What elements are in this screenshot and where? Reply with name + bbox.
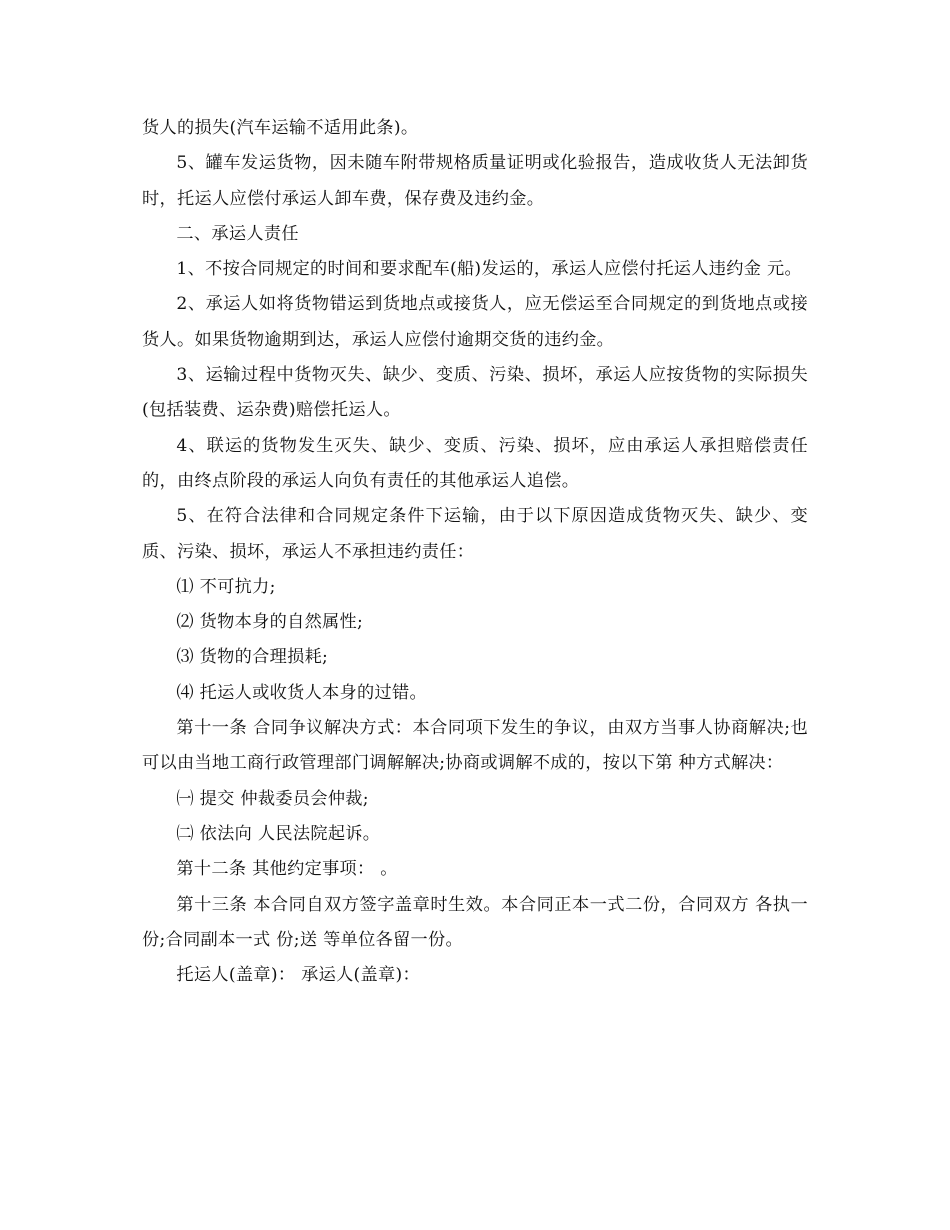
signature-line: 托运人(盖章)： 承运人(盖章)： (176, 965, 421, 986)
list-item-party-fault: ⑷ 托运人或收货人本身的过错。 (176, 682, 427, 703)
section-heading-carrier-liability: 二、承运人责任 (176, 223, 299, 244)
paragraph-shipper-loss-continued: 货人的损失(汽车运输不适用此条)。 (142, 118, 419, 138)
paragraph-tank-car-clause: 5、罐车发运货物，因未随车附带规格质量证明或化验报告，造成收货人无法卸货时，托运人应偿付承运人卸车费，保存费及违约金。 (142, 153, 808, 209)
list-item-reasonable-loss: ⑶ 货物的合理损耗; (176, 647, 329, 668)
paragraph-carrier-clause-2: 2、承运人如将货物错运到货地点或接货人，应无偿运至合同规定的到货地点或接货人。如果货物逾期到达，承运人应偿付逾期交货的违约金。 (142, 294, 808, 350)
paragraph-carrier-clause-1: 1、不按合同规定的时间和要求配车(船)发运的，承运人应偿付托运人违约金 元。 (176, 259, 802, 280)
list-item-court: ㈡ 依法向 人民法院起诉。 (176, 823, 381, 844)
paragraph-article-11-dispute: 第十一条 合同争议解决方式：本合同项下发生的争议，由双方当事人协商解决;也可以由当地工商行政管理部门调解解决;协商或调解不成的，按以下第 种方式解决： (142, 718, 808, 774)
list-item-natural-property: ⑵ 货物本身的自然属性; (176, 612, 364, 633)
paragraph-carrier-clause-3: 3、运输过程中货物灭失、缺少、变质、污染、损坏，承运人应按货物的实际损失(包括装费、运杂费)赔偿托运人。 (142, 365, 808, 421)
paragraph-article-12-other: 第十二条 其他约定事项： 。 (176, 859, 398, 880)
paragraph-article-13-effect: 第十三条 本合同自双方签字盖章时生效。本合同正本一式二份，合同双方 各执一份;合同副本一式 份;送 等单位各留一份。 (142, 894, 808, 950)
paragraph-carrier-clause-4: 4、联运的货物发生灭失、缺少、变质、污染、损坏，应由承运人承担赔偿责任的，由终点阶段的承运人向负有责任的其他承运人追偿。 (142, 435, 808, 491)
list-item-force-majeure: ⑴ 不可抗力; (176, 576, 276, 597)
list-item-arbitration: ㈠ 提交 仲裁委员会仲裁; (176, 788, 369, 809)
document-page (142, 111, 808, 993)
paragraph-carrier-clause-5: 5、在符合法律和合同规定条件下运输，由于以下原因造成货物灭失、缺少、变质、污染、损坏，承运人不承担违约责任： (142, 506, 808, 562)
